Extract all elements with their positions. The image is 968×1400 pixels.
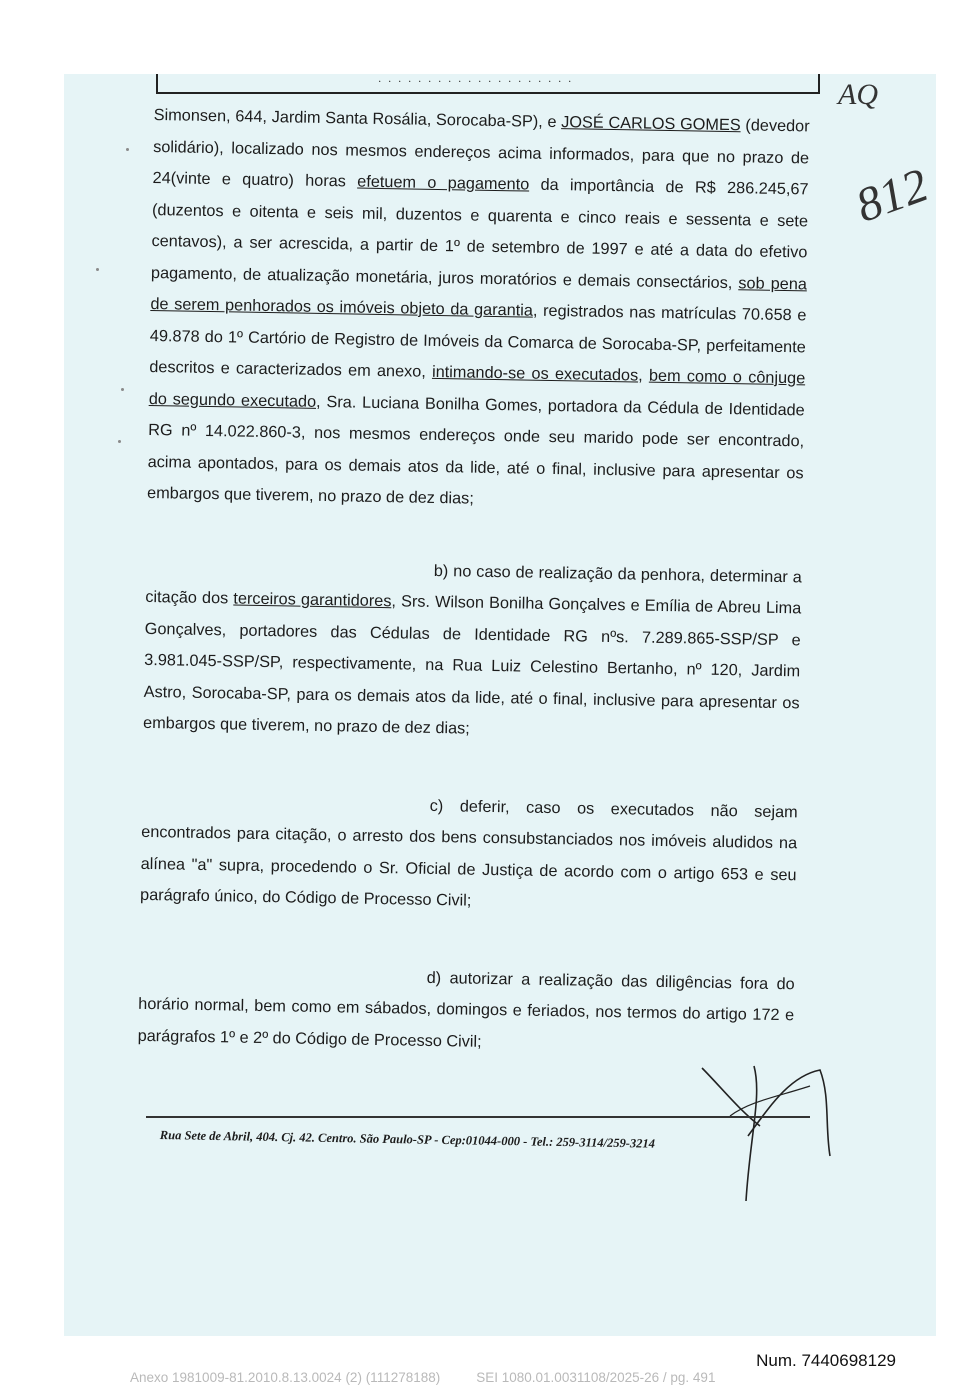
sei-reference: SEI 1080.01.0031108/2025-26 / pg. 491 <box>476 1370 716 1385</box>
document-number: Num. 7440698129 <box>756 1351 896 1370</box>
paragraph-d <box>137 957 795 1063</box>
handwritten-page-number: 812 <box>849 158 935 233</box>
underlined-phrase: efetuem o pagamento <box>357 172 530 194</box>
scan-speck <box>121 388 124 391</box>
paragraph-b <box>143 550 802 750</box>
underlined-phrase: terceiros garantidores <box>233 589 392 611</box>
underlined-name: JOSÉ CARLOS GOMES <box>561 113 741 135</box>
letterhead-fragment: · · · · · · · · · · · · · · · · · · · · <box>378 74 573 88</box>
footer-address: Rua Sete de Abril, 404. Cj. 42. Centro. São Paulo-SP - Cep:01044-000 - Tel.: 259-3114/259-3214 <box>159 1128 656 1151</box>
scan-speck <box>126 148 129 151</box>
text-segment: , Srs. Wilson Bonilha Gonçalves e Emília de Abreu Lima Gonçalves, portadores das Cédulas de Identidade RG nºs. 7.289.865-SSP/SP e 3.981.045-SSP/SP, respectivamente, na Rua Luiz Celestino Bertanho, nº 120, Jardim Astro, Sorocaba-SP, para os demais atos da lide, até o final, inclusive para apresentar os embargos que tiverem, no prazo de dez dias; <box>142 592 802 738</box>
underlined-phrase: bem como o cônjuge do segundo executado <box>148 366 806 411</box>
annex-stamp <box>130 1370 715 1385</box>
text-segment: da importância de R$ 286.245,67 (duzentos e oitenta e seis mil, duzentos e quarenta e cinco reais e sessenta e sete centavos), a ser acrescida, a partir de 1º de setembro de 1997 e até a data do efetivo pagamento, de atualização monetária, juros moratórios e demais consectários, <box>150 175 809 292</box>
paragraph-c <box>140 785 798 922</box>
text-segment: c) deferir, caso os executados não sejam encontrados para citação, o arresto dos bens consubstanciados nos imóveis aludidos na alínea "a" supra, procedendo o Sr. Oficial de Justiça de acordo com o artigo 653 e seu parágrafo único, do Código de Processo Civil; <box>139 796 798 910</box>
text-segment: b) no caso de realização da penhora, determinar a citação dos <box>145 561 802 608</box>
scan-speck <box>96 268 99 271</box>
text-segment: , registrados nas matrículas 70.658 e 49.878 do 1º Cartório de Registro de Imóveis da Comarca de Sorocaba-SP, perfeitamente descritos e caracterizados em anexo, <box>149 301 807 381</box>
footer-rule <box>146 1116 810 1118</box>
text-segment: (devedor solidário), localizado nos mesmos endereços acima informados, para que no prazo de 24(vinte e quatro) horas <box>152 116 810 191</box>
scan-speck <box>118 440 121 443</box>
text-segment: , Sra. Luciana Bonilha Gomes, portadora da Cédula de Identidade RG nº 14.022.860-3, nos mesmos endereços onde seu marido pode ser encontrado, acima apontados, para os demais atos da lide, até o final, inclusive para apresentar os embargos que tiverem, no prazo de dez dias; <box>146 392 805 508</box>
signature <box>690 1056 840 1206</box>
underlined-phrase: sob pena de serem penhorados os imóveis objeto da garantia <box>150 273 808 320</box>
document-body <box>137 100 810 1063</box>
annex-reference: Anexo 1981009-81.2010.8.13.0024 (2) (111278188) <box>130 1370 441 1385</box>
paragraph-a <box>147 100 810 521</box>
text-segment: Simonsen, 644, Jardim Santa Rosália, Sorocaba-SP), e <box>153 105 562 132</box>
underlined-phrase: intimando-se os executados <box>431 362 639 385</box>
text-segment: d) autorizar a realização das diligências fora do horário normal, bem como em sábados, domingos e feriados, nos termos do artigo 172 e parágrafos 1º e 2º do Código de Processo Civil; <box>137 968 795 1051</box>
text-segment: , <box>638 366 650 385</box>
handwritten-initials: AQ <box>838 78 878 111</box>
